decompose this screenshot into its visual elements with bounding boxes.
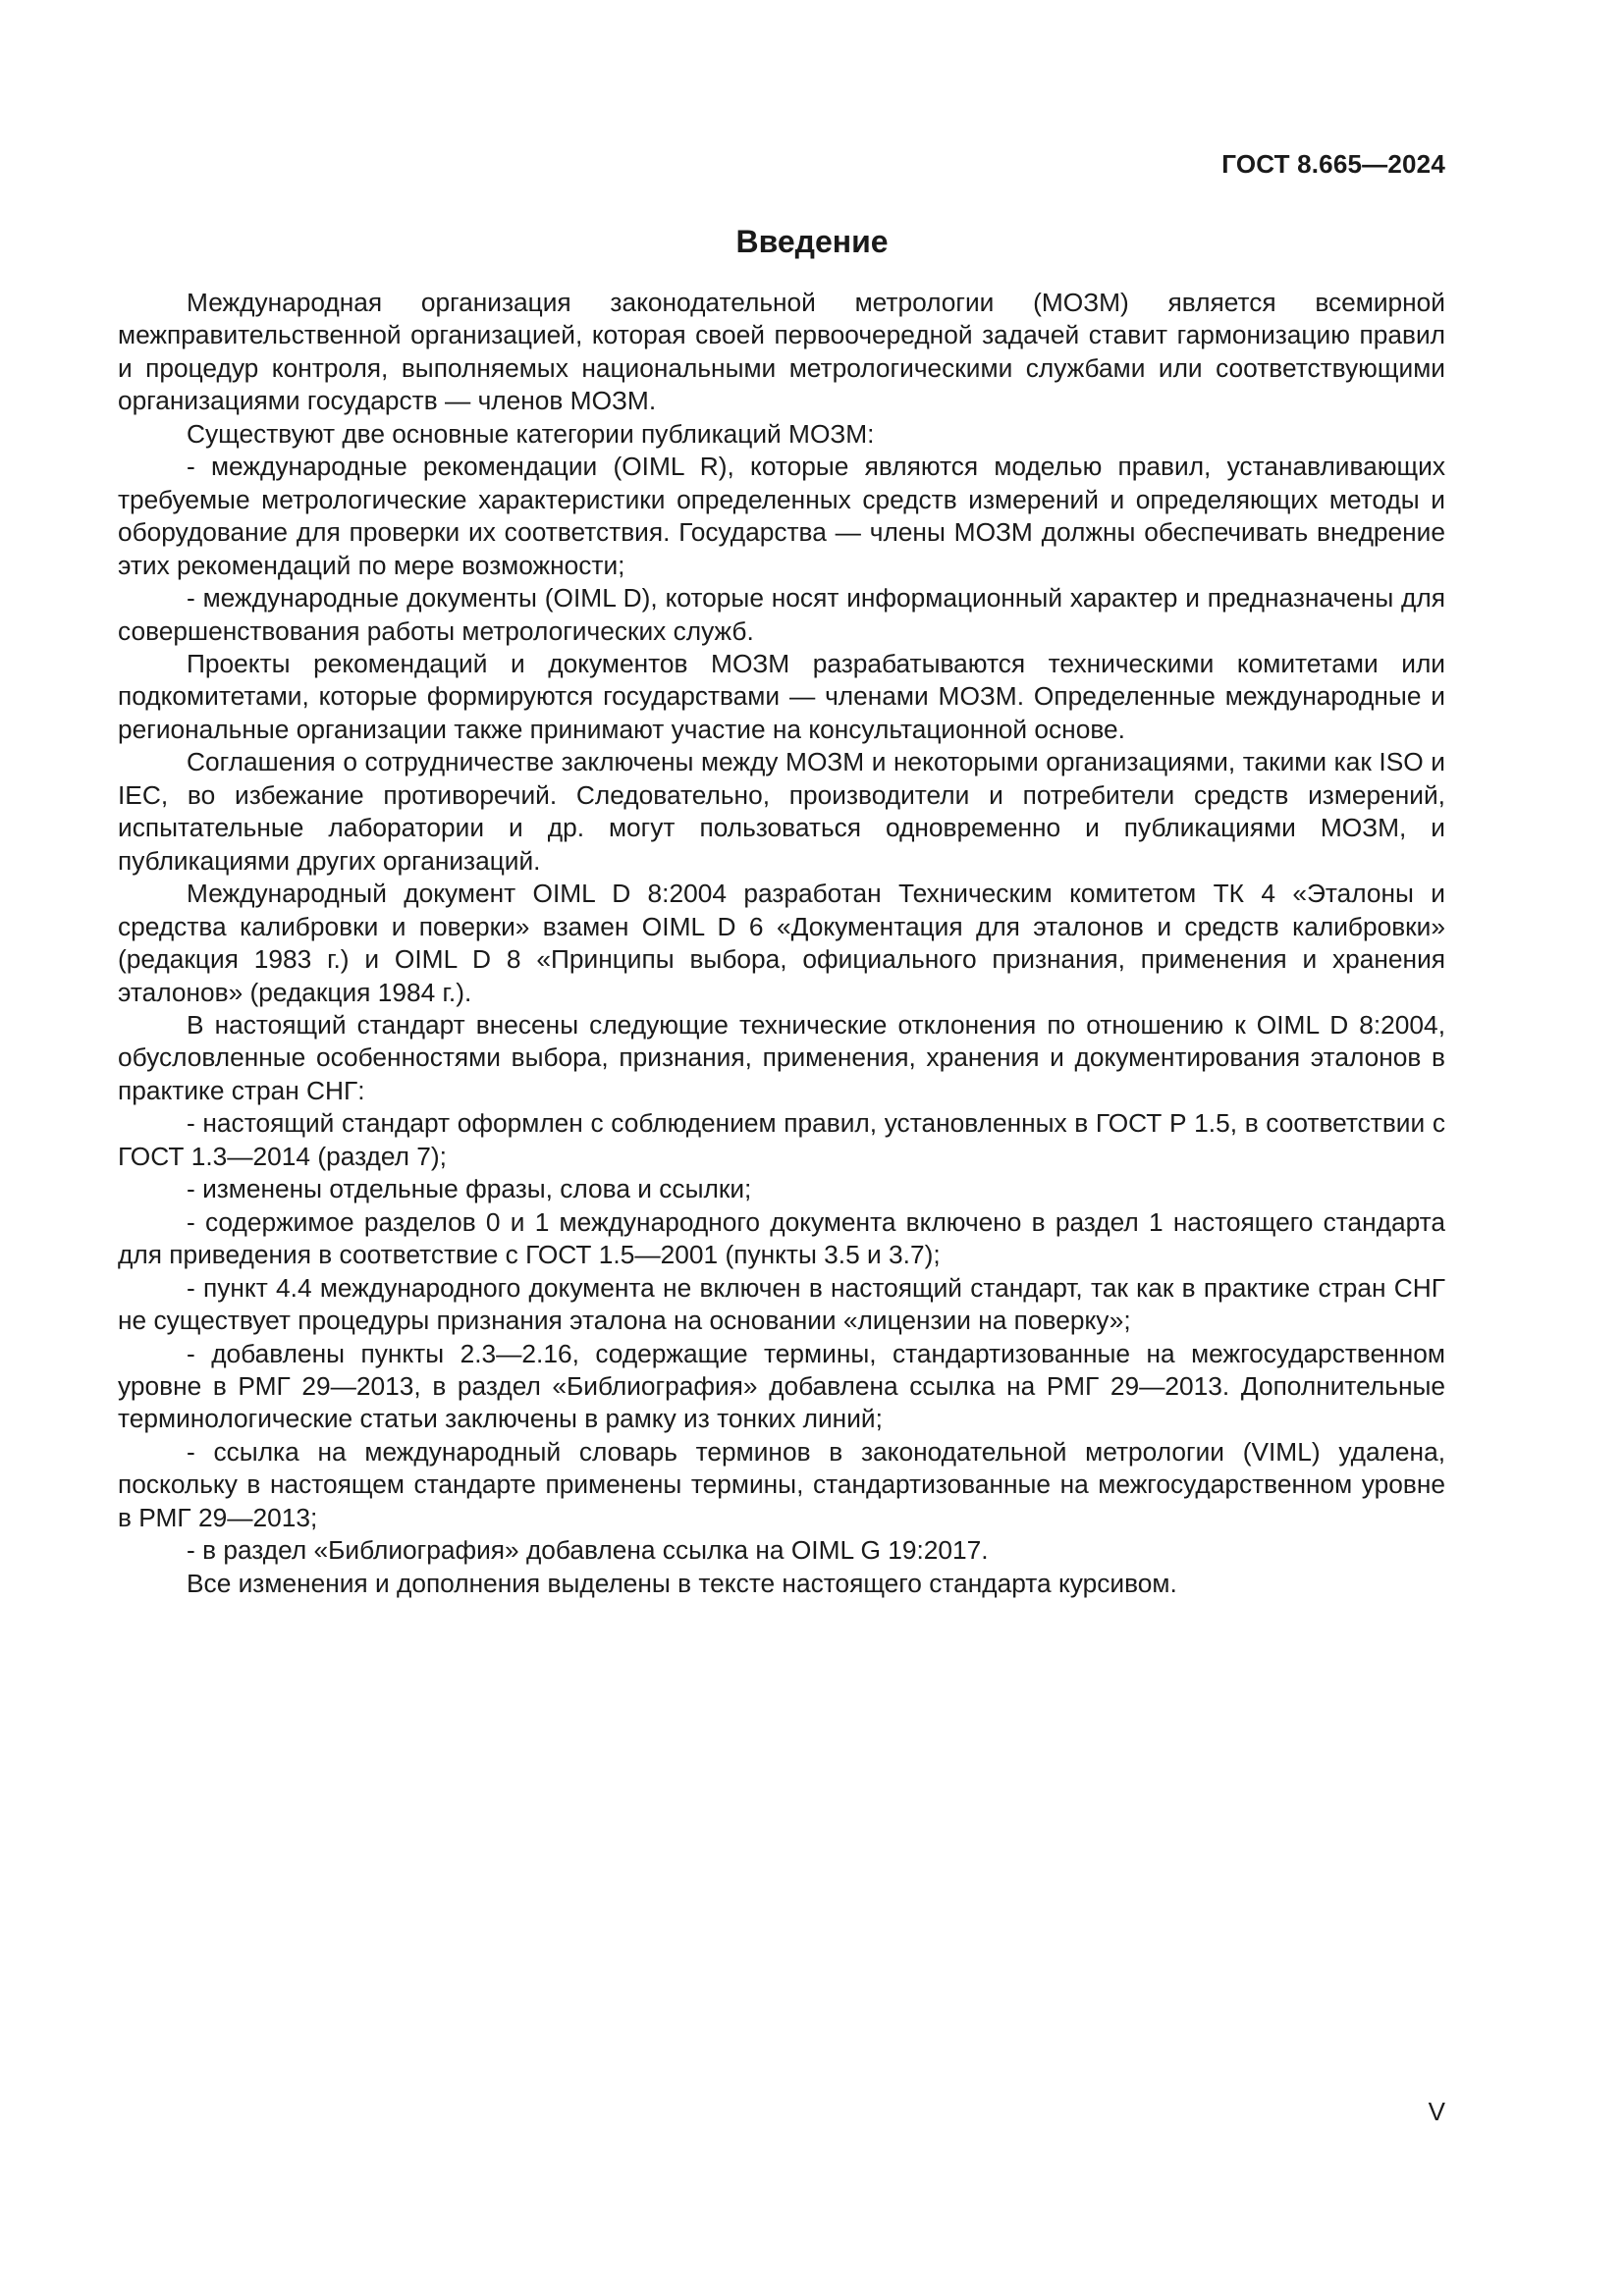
list-item: - добавлены пункты 2.3—2.16, содержащие термины, стандартизованные на межгосударственном уровне в РМГ 29—2013, в раздел «Библиография» добавлена ссылка на РМГ 29—2013. Дополнительные терминологические статьи заключены в рамку из тонких линий; [118,1338,1445,1434]
paragraph: Все изменения и дополнения выделены в тексте настоящего стандарта курсивом. [187,1568,1177,1598]
paragraph: Существуют две основные категории публикаций МОЗМ: [187,418,875,449]
section-title: Введение [735,224,889,259]
list-item: - в раздел «Библиография» добавлена ссылка на OIML G 19:2017. [187,1535,989,1566]
paragraph: Международный документ OIML D 8:2004 разработан Техническим комитетом ТК 4 «Эталоны и средства калибровки и поверки» взамен OIML D 6 «Документация для эталонов и средств калибровки» (редакция 1983 г.) и OIML D 8 «Принципы выбора, официального признания, применения и хранения эталонов» (редакция 1984 г.). [118,879,1445,1007]
list-item: - изменены отдельные фразы, слова и ссылки; [187,1174,752,1204]
document-code: ГОСТ 8.665—2024 [1221,149,1445,179]
list-item: - содержимое разделов 0 и 1 международного документа включено в раздел 1 настоящего стандарта для приведения в соответствие с ГОСТ 1.5—2001 (пункты 3.5 и 3.7); [118,1206,1445,1270]
list-item: - международные документы (OIML D), которые носят информационный характер и предназначены для совершенствования работы метрологических служб. [118,583,1445,646]
paragraph: Соглашения о сотрудничестве заключены между МОЗМ и некоторыми организациями, такими как ISO и IEC, во избежание противоречий. Следовательно, производители и потребители средств измерений, испытательные лаборатории и др. могут пользоваться одновременно и публикациями МОЗМ, и публикациями других организаций. [118,747,1445,876]
list-item: - пункт 4.4 международного документа не включен в настоящий стандарт, так как в практике стран СНГ не существует процедуры признания эталона на основании «лицензии на поверку»; [118,1272,1445,1336]
list-item: - настоящий стандарт оформлен с соблюдением правил, установленных в ГОСТ Р 1.5, в соответствии с ГОСТ 1.3—2014 (раздел 7); [118,1108,1445,1171]
list-item: - международные рекомендации (OIML R), которые являются моделью правил, устанавливающих требуемые метрологические характеристики определенных средств измерений и определяющих методы и оборудование для проверки их соответствия. Государства — члены МОЗМ должны обеспечивать внедрение этих рекомендаций по мере возможности; [118,452,1445,580]
paragraph: Проекты рекомендаций и документов МОЗМ разрабатываются техническими комитетами или подкомитетами, которые формируются государствами — членами МОЗМ. Определенные международные и региональные организации также принимают участие на консультационной основе. [118,648,1445,744]
section-body [118,287,1445,1600]
page-number: V [1428,2097,1445,2126]
paragraph: Международная организация законодательной метрологии (МОЗМ) является всемирной межправительственной организацией, которая своей первоочередной задачей ставит гармонизацию правил и процедур контроля, выполняемых национальными метрологическими службами или соответствующими организациями государств — членов МОЗМ. [118,288,1445,416]
paragraph: В настоящий стандарт внесены следующие технические отклонения по отношению к OIML D 8:2004, обусловленные особенностями выбора, признания, применения, хранения и документирования эталонов в практике стран СНГ: [118,1009,1445,1105]
list-item: - ссылка на международный словарь терминов в законодательной метрологии (VIML) удалена, поскольку в настоящем стандарте применены термины, стандартизованные на межгосударственном уровне в РМГ 29—2013; [118,1436,1445,1532]
